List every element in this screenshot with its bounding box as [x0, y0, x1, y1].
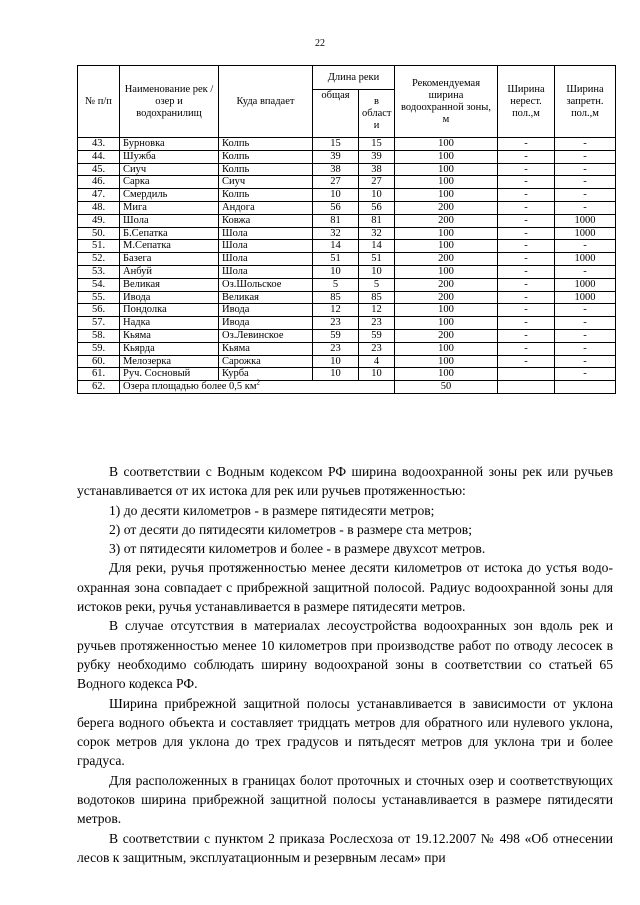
cell-name: Шола [120, 214, 219, 227]
cell-ban [555, 381, 616, 394]
cell-num: 50. [78, 227, 120, 240]
cell-total: 27 [313, 176, 359, 189]
cell-spawn: - [498, 189, 555, 202]
cell-into: Оз.Левинское [219, 329, 313, 342]
cell-zone: 100 [395, 227, 498, 240]
cell-spawn: - [498, 227, 555, 240]
cell-total: 39 [313, 150, 359, 163]
cell-spawn: - [498, 163, 555, 176]
cell-ban: - [555, 201, 616, 214]
cell-ban: 1000 [555, 253, 616, 266]
cell-zone: 100 [395, 304, 498, 317]
cell-zone: 100 [395, 355, 498, 368]
cell-zone: 100 [395, 317, 498, 330]
header-ban-width: Ширина запретн. пол.,м [555, 66, 616, 138]
cell-into: Ивода [219, 304, 313, 317]
cell-total: 23 [313, 342, 359, 355]
cell-total: 10 [313, 355, 359, 368]
cell-spawn: - [498, 304, 555, 317]
cell-num: 58. [78, 329, 120, 342]
cell-into: Кьяма [219, 342, 313, 355]
cell-total: 85 [313, 291, 359, 304]
cell-zone: 100 [395, 342, 498, 355]
table-row [78, 342, 616, 355]
cell-spawn [498, 368, 555, 381]
cell-into: Шола [219, 265, 313, 278]
cell-ban: 1000 [555, 278, 616, 291]
cell-region: 38 [359, 163, 395, 176]
cell-num: 57. [78, 317, 120, 330]
cell-spawn: - [498, 150, 555, 163]
cell-region: 32 [359, 227, 395, 240]
cell-name: Сиуч [120, 163, 219, 176]
cell-num: 44. [78, 150, 120, 163]
cell-zone: 100 [395, 163, 498, 176]
table-row [78, 176, 616, 189]
cell-into: Андога [219, 201, 313, 214]
cell-ban: - [555, 304, 616, 317]
cell-spawn: - [498, 291, 555, 304]
cell-into: Шола [219, 253, 313, 266]
cell-into: Колпь [219, 150, 313, 163]
cell-into: Великая [219, 291, 313, 304]
table-row [78, 278, 616, 291]
cell-spawn: - [498, 201, 555, 214]
cell-total: 14 [313, 240, 359, 253]
cell-region: 10 [359, 189, 395, 202]
cell-num: 53. [78, 265, 120, 278]
cell-into: Ковжа [219, 214, 313, 227]
cell-ban: - [555, 355, 616, 368]
cell-zone: 200 [395, 214, 498, 227]
cell-zone: 100 [395, 176, 498, 189]
table-header [78, 66, 616, 138]
cell-num: 55. [78, 291, 120, 304]
header-flows-into: Куда впадает [219, 66, 313, 138]
cell-total: 81 [313, 214, 359, 227]
cell-ban: - [555, 265, 616, 278]
cell-lakes-name [120, 378, 395, 394]
cell-region: 56 [359, 201, 395, 214]
cell-name: Великая [120, 278, 219, 291]
table-row [78, 265, 616, 278]
table-row [78, 304, 616, 317]
cell-zone: 50 [395, 381, 498, 394]
table-row [78, 201, 616, 214]
cell-name: Кьяма [120, 329, 219, 342]
cell-ban: - [555, 150, 616, 163]
cell-region: 51 [359, 253, 395, 266]
cell-total: 5 [313, 278, 359, 291]
table-row [78, 291, 616, 304]
cell-ban: - [555, 138, 616, 151]
cell-name: Смердиль [120, 189, 219, 202]
table-row [78, 329, 616, 342]
cell-zone: 200 [395, 291, 498, 304]
cell-zone: 100 [395, 138, 498, 151]
table-row [78, 368, 616, 381]
cell-zone: 100 [395, 265, 498, 278]
paragraph: 1) до десяти километров - в размере пятидесяти метров; [109, 502, 435, 518]
header-num: № п/п [78, 66, 120, 138]
table-body [78, 138, 616, 394]
cell-spawn: - [498, 329, 555, 342]
cell-name: Кьярда [120, 342, 219, 355]
header-length-region: в област и [359, 90, 395, 138]
cell-num: 43. [78, 138, 120, 151]
cell-into: Оз.Шольское [219, 278, 313, 291]
cell-spawn: - [498, 278, 555, 291]
cell-region: 85 [359, 291, 395, 304]
table-row [78, 227, 616, 240]
paragraph: 3) от пятидесяти километров и более - в размере двухсот метров. [109, 541, 486, 557]
cell-num: 46. [78, 176, 120, 189]
header-spawn-width: Ширина нерест. пол.,м [498, 66, 555, 138]
cell-ban: - [555, 240, 616, 253]
cell-num: 48. [78, 201, 120, 214]
cell-name: Бурновка [120, 138, 219, 151]
cell-zone: 100 [395, 189, 498, 202]
cell-into: Курба [219, 368, 313, 381]
cell-num: 51. [78, 240, 120, 253]
table-row [78, 163, 616, 176]
cell-num: 56. [78, 304, 120, 317]
header-name: Наименование рек / озер и водохранилищ [120, 66, 219, 138]
cell-region: 39 [359, 150, 395, 163]
cell-total: 12 [313, 304, 359, 317]
cell-spawn [498, 381, 555, 394]
cell-total: 56 [313, 201, 359, 214]
cell-num: 45. [78, 163, 120, 176]
rivers-table [77, 65, 616, 394]
cell-zone: 200 [395, 329, 498, 342]
cell-into: Шола [219, 240, 313, 253]
cell-ban: 1000 [555, 227, 616, 240]
paragraph: В соответствии с Водным кодексом РФ ширина водоохранной зоны рек или ручьев устанавливается от их истока для рек или ручьев протяженностью: [77, 464, 613, 499]
cell-into: Ивода [219, 317, 313, 330]
cell-name: Базега [120, 253, 219, 266]
cell-spawn: - [498, 265, 555, 278]
cell-region: 10 [359, 265, 395, 278]
cell-name: Руч. Сосновый [120, 368, 219, 381]
cell-spawn: - [498, 317, 555, 330]
lakes-sup: 2 [256, 378, 261, 387]
cell-name: Б.Сепатка [120, 227, 219, 240]
cell-region: 10 [359, 368, 395, 381]
cell-region: 27 [359, 176, 395, 189]
paragraph: В случае отсутствия в материалах лесоустройства водоохранных зон вдоль рек и ручьев протяженностью менее 10 километров при производстве работ по отводу лесосек в рубку необходимо соблюдать ширину водоохраной зоны в соответствии со статьей 65 Водного кодекса РФ. [77, 618, 613, 692]
cell-into: Колпь [219, 189, 313, 202]
cell-zone: 100 [395, 368, 498, 381]
cell-into: Колпь [219, 163, 313, 176]
cell-name: Мига [120, 201, 219, 214]
cell-ban: 1000 [555, 291, 616, 304]
cell-ban: - [555, 317, 616, 330]
cell-num: 61. [78, 368, 120, 381]
cell-num: 47. [78, 189, 120, 202]
cell-ban: - [555, 176, 616, 189]
cell-spawn: - [498, 138, 555, 151]
table-row [78, 214, 616, 227]
cell-total: 59 [313, 329, 359, 342]
table-row-lakes [78, 381, 616, 394]
cell-name: Анбуй [120, 265, 219, 278]
paragraph: Для расположенных в границах болот проточных и сточных озер и соответствующих водотоков ширина прибрежной защитной полосы устанавливается в размере пятидесяти метров. [77, 772, 613, 827]
cell-region: 4 [359, 355, 395, 368]
cell-num: 54. [78, 278, 120, 291]
cell-total: 32 [313, 227, 359, 240]
cell-total: 38 [313, 163, 359, 176]
table-row [78, 138, 616, 151]
page-number: 22 [315, 38, 325, 49]
cell-zone: 100 [395, 240, 498, 253]
body-text [77, 462, 613, 867]
paragraph: Ширина прибрежной защитной полосы устанавливается в зависимости от уклона берега водного объекта и составляет тридцать метров для обратного или нулевого уклона, сорок метров для уклона до трех градусов и пятьдесят метров для уклона три и более градуса. [77, 695, 613, 769]
cell-region: 81 [359, 214, 395, 227]
table-row [78, 253, 616, 266]
cell-num: 60. [78, 355, 120, 368]
cell-ban: - [555, 163, 616, 176]
cell-name: Сарка [120, 176, 219, 189]
cell-name: Мелозерка [120, 355, 219, 368]
paragraph: Для реки, ручья протяженностью менее десяти километров от истока до устья водо-охранная зона совпадает с прибрежной защитной полосой. Радиус водоохранной зоны для истоков реки, ручья устанавливается в размере пятидесяти метров. [77, 560, 613, 615]
cell-ban: 1000 [555, 214, 616, 227]
cell-spawn: - [498, 355, 555, 368]
cell-spawn: - [498, 214, 555, 227]
header-length-total: общая [313, 90, 359, 138]
cell-region: 59 [359, 329, 395, 342]
cell-num: 59. [78, 342, 120, 355]
cell-total: 10 [313, 189, 359, 202]
cell-num: 52. [78, 253, 120, 266]
cell-ban: - [555, 342, 616, 355]
cell-ban: - [555, 368, 616, 381]
cell-spawn: - [498, 176, 555, 189]
lakes-label: Озера площадью более 0,5 км [123, 381, 257, 393]
cell-total: 10 [313, 368, 359, 381]
cell-into: Колпь [219, 138, 313, 151]
cell-name: Ивода [120, 291, 219, 304]
cell-region: 15 [359, 138, 395, 151]
cell-ban: - [555, 189, 616, 202]
cell-region: 5 [359, 278, 395, 291]
cell-ban: - [555, 329, 616, 342]
cell-region: 23 [359, 317, 395, 330]
cell-region: 23 [359, 342, 395, 355]
cell-spawn: - [498, 240, 555, 253]
table-row [78, 150, 616, 163]
cell-total: 51 [313, 253, 359, 266]
cell-zone: 200 [395, 278, 498, 291]
cell-spawn: - [498, 342, 555, 355]
table-row [78, 189, 616, 202]
cell-region: 12 [359, 304, 395, 317]
cell-into: Шола [219, 227, 313, 240]
table-row [78, 317, 616, 330]
paragraph: В соответствии с пунктом 2 приказа Рослесхоза от 19.12.2007 № 498 «Об отнесении лесов к защитным, эксплуатационным и резервным лесам» при [77, 830, 613, 865]
table-row [78, 355, 616, 368]
cell-name: Пондолка [120, 304, 219, 317]
cell-name: Шужба [120, 150, 219, 163]
cell-name: М.Сепатка [120, 240, 219, 253]
table-row [78, 240, 616, 253]
cell-region: 14 [359, 240, 395, 253]
cell-num: 49. [78, 214, 120, 227]
cell-zone: 200 [395, 201, 498, 214]
cell-spawn: - [498, 253, 555, 266]
cell-num: 62. [78, 381, 120, 394]
paragraph: 2) от десяти до пятидесяти километров - в размере ста метров; [109, 521, 472, 537]
header-length: Длина реки [313, 66, 395, 90]
cell-into: Сиуч [219, 176, 313, 189]
cell-name: Надка [120, 317, 219, 330]
cell-zone: 200 [395, 253, 498, 266]
header-zone-width: Рекомендуемая ширина водоохранной зоны, м [395, 66, 498, 138]
cell-total: 10 [313, 265, 359, 278]
cell-zone: 100 [395, 150, 498, 163]
cell-total: 15 [313, 138, 359, 151]
cell-into: Сарожка [219, 355, 313, 368]
cell-total: 23 [313, 317, 359, 330]
